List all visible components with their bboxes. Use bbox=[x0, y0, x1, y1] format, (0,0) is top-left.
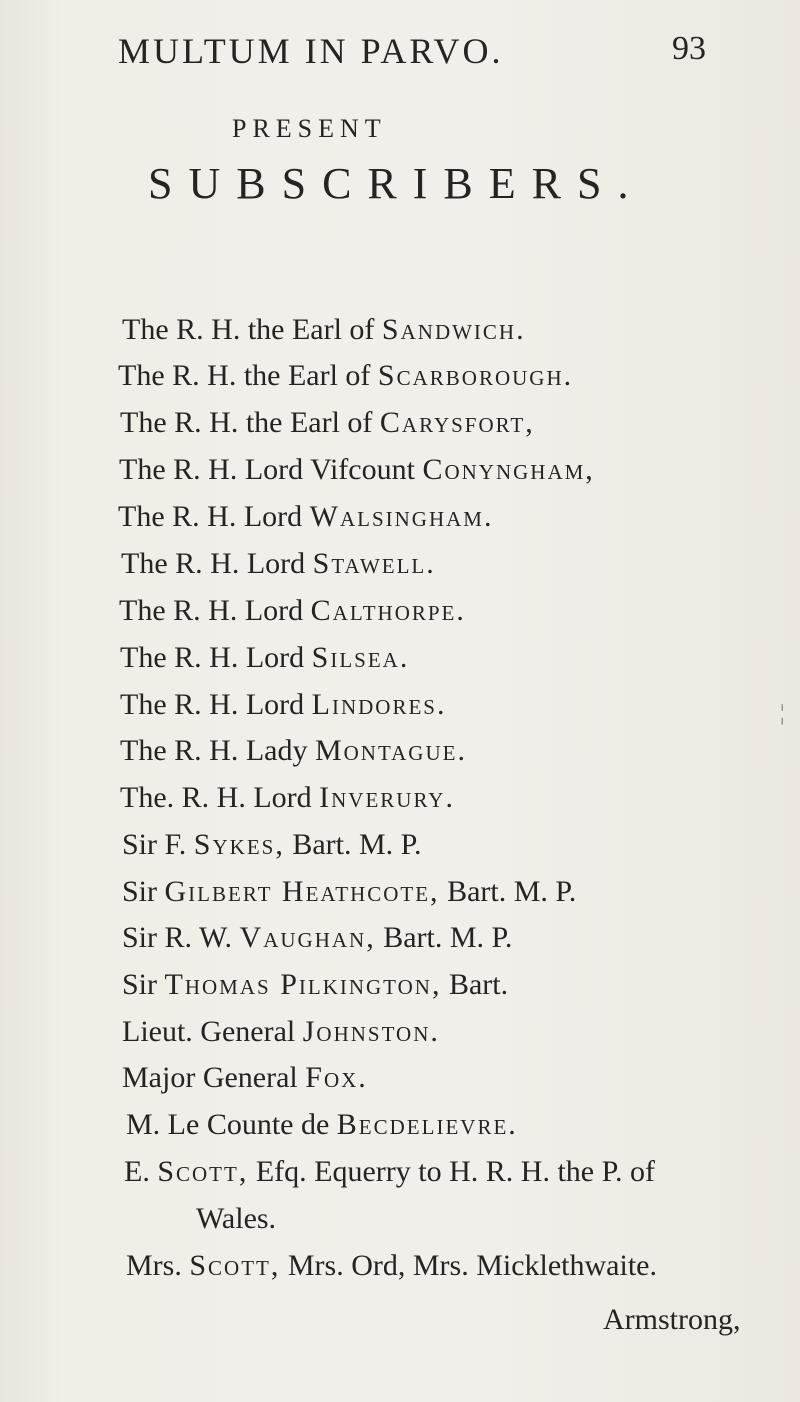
subscriber-entry: E. Scott, Efq. Equerry to H. R. H. the P. of bbox=[124, 1155, 655, 1188]
heading-subscribers: SUBSCRIBERS. bbox=[148, 159, 645, 208]
margin-mark: ¦ bbox=[780, 700, 785, 725]
subscriber-entry: The R. H. the Earl of Carysfort, bbox=[120, 406, 535, 439]
subscriber-entry: Major General Fox. bbox=[122, 1061, 368, 1094]
subscriber-entry: The R. H. Lord Vifcount Conyngham, bbox=[119, 453, 595, 486]
page-number: 93 bbox=[672, 30, 706, 67]
subscriber-entry: The R. H. Lord Calthorpe. bbox=[119, 594, 466, 627]
subscriber-entry: Lieut. General Johnston. bbox=[122, 1015, 440, 1048]
subscriber-entry: The R. H. Lady Montague. bbox=[120, 734, 467, 767]
subscriber-entry: The. R. H. Lord Inverury. bbox=[120, 781, 455, 814]
subscriber-entry: The R. H. Lord Walsingham. bbox=[118, 500, 494, 533]
subscriber-entry: Sir Gilbert Heathcote, Bart. M. P. bbox=[122, 875, 577, 908]
subscriber-entry: The R. H. Lord Lindores. bbox=[120, 688, 447, 721]
heading-present: PRESENT bbox=[232, 114, 387, 143]
subscriber-entry: Mrs. Scott, Mrs. Ord, Mrs. Micklethwaite. bbox=[126, 1249, 657, 1282]
subscriber-entry: M. Le Counte de Becdelievre. bbox=[126, 1108, 518, 1141]
subscriber-entry: The R. H. Lord Silsea. bbox=[120, 641, 410, 674]
subscriber-entry: The R. H. the Earl of Sandwich. bbox=[122, 313, 526, 346]
subscriber-entry: Sir Thomas Pilkington, Bart. bbox=[122, 968, 509, 1001]
subscriber-entry: Sir R. W. Vaughan, Bart. M. P. bbox=[122, 921, 513, 954]
subscriber-entry: Sir F. Sykes, Bart. M. P. bbox=[122, 828, 422, 861]
running-title: MULTUM IN PARVO. bbox=[118, 31, 504, 71]
subscriber-entry-continuation: Wales. bbox=[196, 1202, 277, 1235]
subscriber-entry: The R. H. Lord Stawell. bbox=[121, 547, 436, 580]
catchword: Armstrong, bbox=[603, 1303, 741, 1336]
subscriber-entry: The R. H. the Earl of Scarborough. bbox=[118, 359, 574, 392]
